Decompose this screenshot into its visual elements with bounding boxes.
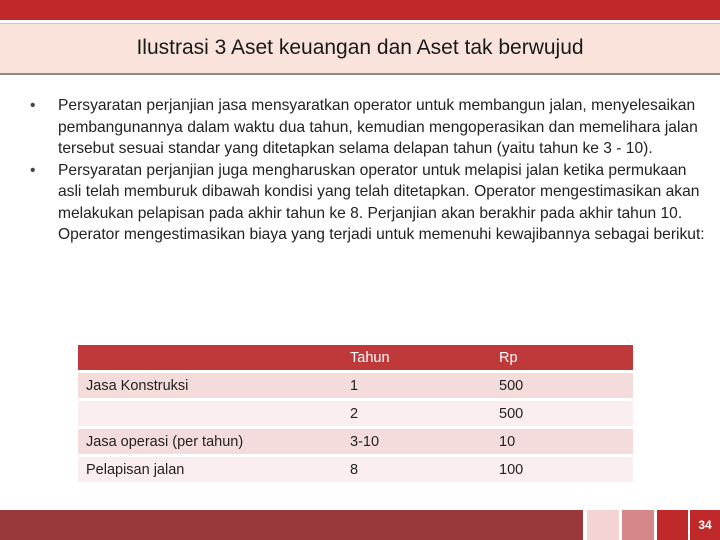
footer-square-medium <box>622 510 654 540</box>
table-cell: 2 <box>342 401 491 426</box>
bullet-icon: • <box>30 97 36 114</box>
page-number: 34 <box>690 510 720 540</box>
bullet-text: Persyaratan perjanjian juga mengharuskan operator untuk melapisi jalan ketika permukaan asli telah memburuk dibawah kondisi yang telah ditetapkan. Operator mengestimasikan akan melakukan pelapisan pada akhir tahun ke 8. Perjanjian akan berakhir pada akhir tahun 10. Operator mengestimasikan biaya yang terjadi untuk memenuhi kewajibannya sebagai berikut: <box>58 161 705 243</box>
bullet-icon: • <box>30 161 36 179</box>
table-header-cell <box>78 345 342 370</box>
table-cell: Jasa operasi (per tahun) <box>78 429 342 454</box>
footer-square-dark <box>657 510 688 540</box>
table-header-cell: Tahun <box>342 345 491 370</box>
bullet-item <box>30 160 710 246</box>
table-cell: 8 <box>342 457 491 482</box>
top-accent-bar <box>0 0 720 20</box>
footer-bar <box>0 510 583 540</box>
table-cell: 500 <box>491 373 633 398</box>
bullet-list <box>30 95 710 246</box>
bullet-text: Persyaratan perjanjian jasa mensyaratkan operator untuk membangun jalan, menyelesaikan pembangunannya dalam waktu dua tahun, kemudian mengoperasikan dan memelihara jalan tersebut sesuai standar yang ditetapkan selama delapan tahun (yaitu tahun ke 3 - 10). <box>58 97 698 157</box>
table-row <box>78 373 633 398</box>
bullet-item <box>30 95 710 160</box>
table-row <box>78 457 633 482</box>
footer-square-light <box>587 510 619 540</box>
table-cell: 1 <box>342 373 491 398</box>
table-cell: 10 <box>491 429 633 454</box>
table-header-row <box>78 345 633 370</box>
table-header-cell: Rp <box>491 345 633 370</box>
table-cell: 100 <box>491 457 633 482</box>
table-cell: Jasa Konstruksi <box>78 373 342 398</box>
table-cell: Pelapisan jalan <box>78 457 342 482</box>
table-row <box>78 429 633 454</box>
table-cell: 3-10 <box>342 429 491 454</box>
cost-table <box>78 342 633 485</box>
table-cell: 500 <box>491 401 633 426</box>
slide-title: Ilustrasi 3 Aset keuangan dan Aset tak berwujud <box>136 36 584 59</box>
table-cell <box>78 401 342 426</box>
table-row <box>78 401 633 426</box>
